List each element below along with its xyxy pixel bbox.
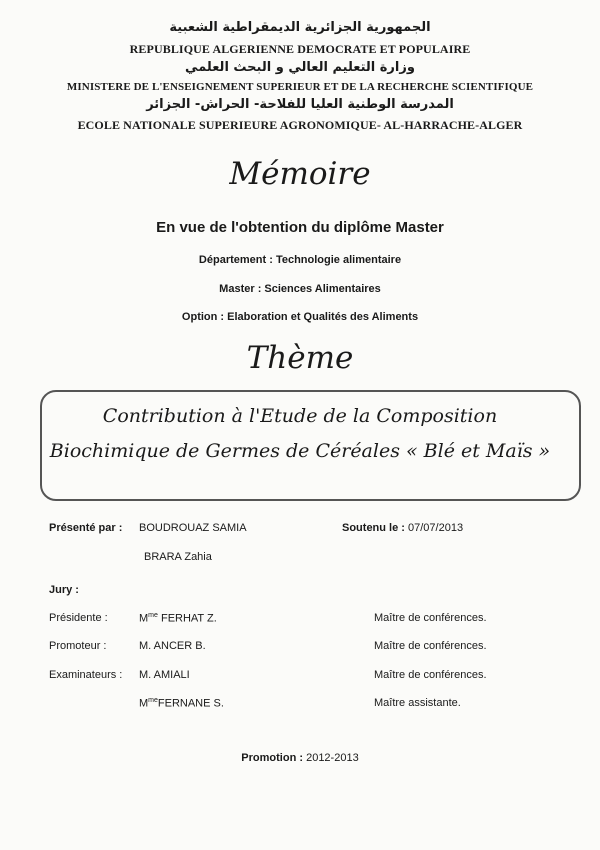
header-republic: REPUBLIQUE ALGERIENNE DEMOCRATE ET POPULAIRE (129, 42, 471, 56)
option-value: Elaboration et Qualités des Aliments (227, 311, 419, 323)
student-2: BRARA Zahia (144, 551, 212, 563)
jury-role-2: Promoteur : (49, 640, 107, 652)
promotion-value: 2012-2013 (306, 752, 359, 764)
jury-title-2: Maître de conférences. (374, 640, 487, 652)
master-label: Master : (219, 283, 265, 295)
jury-name-text-4: FERNANE S. (157, 697, 224, 710)
promotion-line (0, 752, 600, 764)
jury-prefix-sup-1: me (148, 612, 158, 619)
header-ministry: MINISTERE DE L'ENSEIGNEMENT SUPERIEUR ET DE LA RECHERCHE SCIENTIFIQUE (66, 81, 534, 93)
jury-name-3: M. AMIALI (139, 669, 190, 681)
presented-label: Présenté par : (49, 522, 123, 534)
departement-label: Département : (198, 254, 276, 266)
master-value: Sciences Alimentaires (264, 283, 381, 295)
jury-title-3: Maître de conférences. (374, 669, 487, 681)
jury-name-2: M. ANCER B. (139, 640, 206, 652)
jury-prefix-4: M (139, 697, 149, 710)
jury-role-1: Présidente : (49, 612, 108, 624)
header-arabic-republic: الجمهورية الجزائرية الديمقراطية الشعبية (169, 20, 431, 35)
jury-title-4: Maître assistante. (374, 697, 461, 709)
option-label: Option : (181, 311, 228, 323)
soutenu-line (342, 522, 463, 534)
header-school: ECOLE NATIONALE SUPERIEURE AGRONOMIQUE- AL-HARRACHE-ALGER (77, 118, 523, 132)
departement-line (0, 254, 600, 266)
departement-value: Technologie alimentaire (275, 254, 402, 266)
jury-label: Jury : (49, 584, 79, 596)
jury-title-1: Maître de conférences. (374, 612, 487, 624)
header-arabic-ministry: وزارة التعليم العالي و البحث العلمي (185, 60, 415, 75)
soutenu-label: Soutenu le : (342, 522, 405, 534)
jury-name-1 (139, 612, 217, 625)
promotion-label: Promotion : (241, 752, 304, 764)
memoire-title: Mémoire (229, 156, 371, 192)
theme-heading: Thème (246, 340, 354, 376)
student-1: BOUDROUAZ SAMIA (139, 522, 247, 534)
master-line (0, 283, 600, 295)
jury-prefix-1: M (139, 612, 149, 625)
header-arabic-school: المدرسة الوطنية العليا للفلاحة- الحراش- الجزائر (146, 97, 454, 112)
jury-prefix-sup-4: me (148, 697, 158, 704)
jury-role-3: Examinateurs : (49, 669, 123, 681)
jury-name-4 (139, 697, 224, 710)
theme-line-1: Contribution à l'Etude de la Composition (102, 405, 498, 427)
jury-name-text-1: FERHAT Z. (160, 612, 217, 625)
theme-line-2: Biochimique de Germes de Céréales « Blé et Maïs » (49, 440, 551, 462)
memoire-subtitle: En vue de l'obtention du diplôme Master (156, 219, 444, 236)
soutenu-date: 07/07/2013 (408, 522, 464, 534)
option-line (0, 311, 600, 323)
